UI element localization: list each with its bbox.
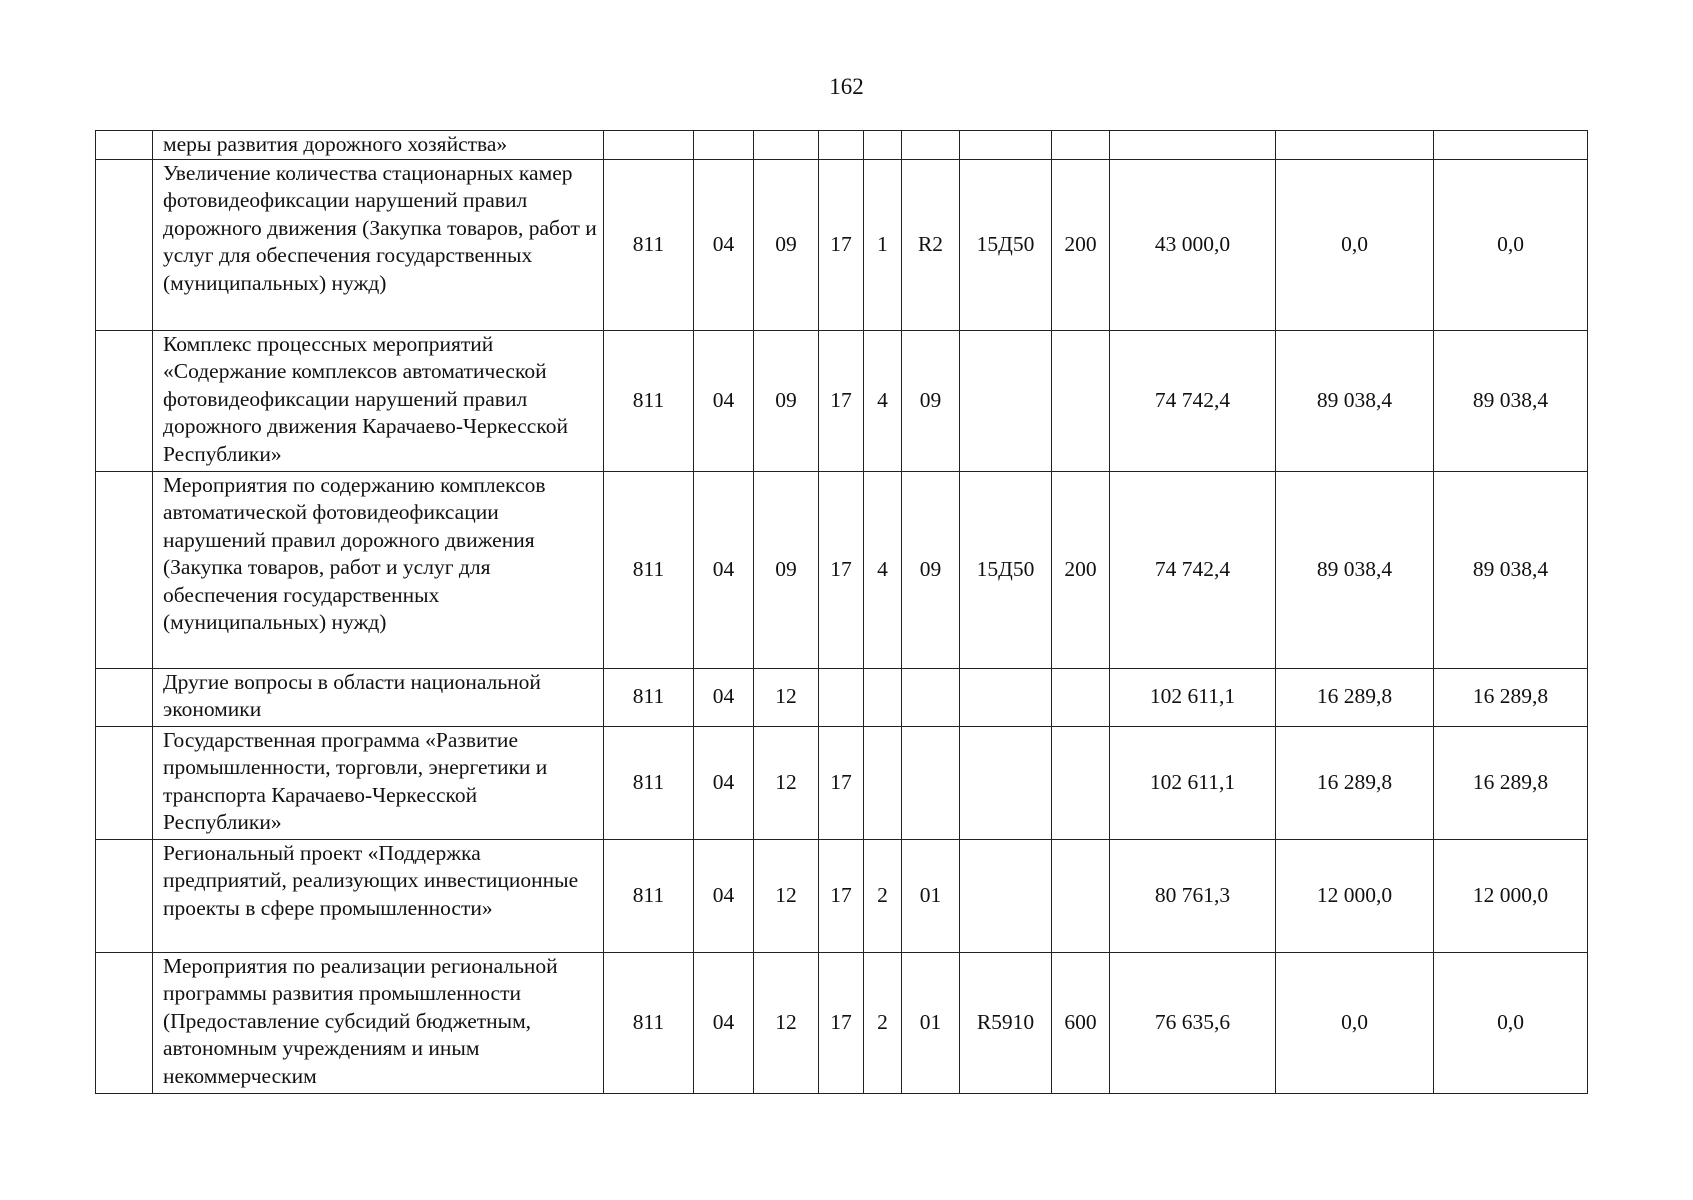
row-number-cell [96, 668, 153, 726]
code-expense-type [1052, 330, 1110, 471]
code-direction [960, 668, 1052, 726]
code-type: 1 [864, 159, 902, 330]
code-direction: 15Д50 [960, 159, 1052, 330]
code-program: 17 [819, 952, 864, 1093]
table-row [96, 131, 1588, 160]
amount-year-1: 74 742,4 [1110, 330, 1276, 471]
code-project [902, 668, 960, 726]
amount-year-3: 0,0 [1434, 159, 1588, 330]
amount-year-2: 16 289,8 [1276, 668, 1434, 726]
code-program: 17 [819, 159, 864, 330]
amount-year-3: 16 289,8 [1434, 726, 1588, 839]
code-direction: R5910 [960, 952, 1052, 1093]
code-section: 04 [694, 726, 754, 839]
code-subsection: 12 [754, 726, 819, 839]
code-program [819, 131, 864, 160]
amount-year-3: 89 038,4 [1434, 330, 1588, 471]
code-section: 04 [694, 668, 754, 726]
row-name: Мероприятия по реализации региональной программы развития промышленности (Предоставление субсидий бюджетным, автономным учреждениям и иным некоммерческим [153, 952, 604, 1093]
code-program: 17 [819, 330, 864, 471]
amount-year-3: 89 038,4 [1434, 471, 1588, 668]
budget-table [95, 130, 1588, 1094]
code-subsection [754, 131, 819, 160]
code-direction: 15Д50 [960, 471, 1052, 668]
code-direction [960, 839, 1052, 952]
code-ministry [604, 131, 694, 160]
amount-year-3: 12 000,0 [1434, 839, 1588, 952]
code-section: 04 [694, 330, 754, 471]
code-type [864, 131, 902, 160]
code-program: 17 [819, 726, 864, 839]
amount-year-3 [1434, 131, 1588, 160]
row-number-cell [96, 726, 153, 839]
row-number-cell [96, 839, 153, 952]
amount-year-1 [1110, 131, 1276, 160]
code-program [819, 668, 864, 726]
code-ministry: 811 [604, 839, 694, 952]
amount-year-1: 74 742,4 [1110, 471, 1276, 668]
amount-year-1: 76 635,6 [1110, 952, 1276, 1093]
row-name: Государственная программа «Развитие промышленности, торговли, энергетики и транспорта Карачаево-Черкесской Республики» [153, 726, 604, 839]
code-subsection: 12 [754, 839, 819, 952]
table-row [96, 668, 1588, 726]
amount-year-1: 43 000,0 [1110, 159, 1276, 330]
code-subsection: 12 [754, 668, 819, 726]
code-expense-type: 200 [1052, 159, 1110, 330]
table-row [96, 726, 1588, 839]
row-name: меры развития дорожного хозяйства» [153, 131, 604, 160]
code-subsection: 09 [754, 330, 819, 471]
code-section: 04 [694, 839, 754, 952]
amount-year-2: 16 289,8 [1276, 726, 1434, 839]
code-section [694, 131, 754, 160]
code-expense-type: 600 [1052, 952, 1110, 1093]
code-type: 2 [864, 952, 902, 1093]
code-expense-type [1052, 726, 1110, 839]
table-row [96, 159, 1588, 330]
code-type: 2 [864, 839, 902, 952]
code-subsection: 09 [754, 159, 819, 330]
amount-year-2 [1276, 131, 1434, 160]
code-expense-type: 200 [1052, 471, 1110, 668]
row-name: Увеличение количества стационарных камер фотовидеофиксации нарушений правил дорожного движения (Закупка товаров, работ и услуг для обеспечения государственных (муниципальных) нужд) [153, 159, 604, 330]
code-expense-type [1052, 839, 1110, 952]
page-number: 162 [829, 74, 864, 99]
code-section: 04 [694, 471, 754, 668]
row-name: Комплекс процессных мероприятий «Содержание комплексов автоматической фотовидеофиксации нарушений правил дорожного движения Карачаево-Черкесской Республики» [153, 330, 604, 471]
amount-year-1: 102 611,1 [1110, 668, 1276, 726]
code-ministry: 811 [604, 668, 694, 726]
code-type [864, 668, 902, 726]
code-ministry: 811 [604, 952, 694, 1093]
code-ministry: 811 [604, 159, 694, 330]
table-row [96, 330, 1588, 471]
code-project: 09 [902, 471, 960, 668]
code-ministry: 811 [604, 330, 694, 471]
code-expense-type [1052, 131, 1110, 160]
row-number-cell [96, 330, 153, 471]
code-section: 04 [694, 952, 754, 1093]
amount-year-2: 0,0 [1276, 159, 1434, 330]
code-type: 4 [864, 471, 902, 668]
code-project: 09 [902, 330, 960, 471]
row-number-cell [96, 952, 153, 1093]
code-expense-type [1052, 668, 1110, 726]
code-type [864, 726, 902, 839]
code-project: R2 [902, 159, 960, 330]
code-direction [960, 726, 1052, 839]
code-program: 17 [819, 471, 864, 668]
table-row [96, 952, 1588, 1093]
amount-year-3: 16 289,8 [1434, 668, 1588, 726]
code-project [902, 726, 960, 839]
code-project [902, 131, 960, 160]
row-number-cell [96, 471, 153, 668]
table-row [96, 839, 1588, 952]
code-project: 01 [902, 952, 960, 1093]
code-direction [960, 131, 1052, 160]
amount-year-1: 102 611,1 [1110, 726, 1276, 839]
code-type: 4 [864, 330, 902, 471]
code-subsection: 12 [754, 952, 819, 1093]
amount-year-1: 80 761,3 [1110, 839, 1276, 952]
table-row [96, 471, 1588, 668]
row-name: Другие вопросы в области национальной экономики [153, 668, 604, 726]
row-name: Мероприятия по содержанию комплексов автоматической фотовидеофиксации нарушений правил дорожного движения (Закупка товаров, работ и услуг для обеспечения государственных (муниципальных) нужд) [153, 471, 604, 668]
amount-year-2: 89 038,4 [1276, 471, 1434, 668]
amount-year-2: 12 000,0 [1276, 839, 1434, 952]
row-number-cell [96, 159, 153, 330]
code-project: 01 [902, 839, 960, 952]
code-ministry: 811 [604, 471, 694, 668]
code-direction [960, 330, 1052, 471]
code-section: 04 [694, 159, 754, 330]
amount-year-2: 0,0 [1276, 952, 1434, 1093]
amount-year-3: 0,0 [1434, 952, 1588, 1093]
amount-year-2: 89 038,4 [1276, 330, 1434, 471]
code-subsection: 09 [754, 471, 819, 668]
code-program: 17 [819, 839, 864, 952]
code-ministry: 811 [604, 726, 694, 839]
row-name: Региональный проект «Поддержка предприятий, реализующих инвестиционные проекты в сфере промышленности» [153, 839, 604, 952]
row-number-cell [96, 131, 153, 160]
